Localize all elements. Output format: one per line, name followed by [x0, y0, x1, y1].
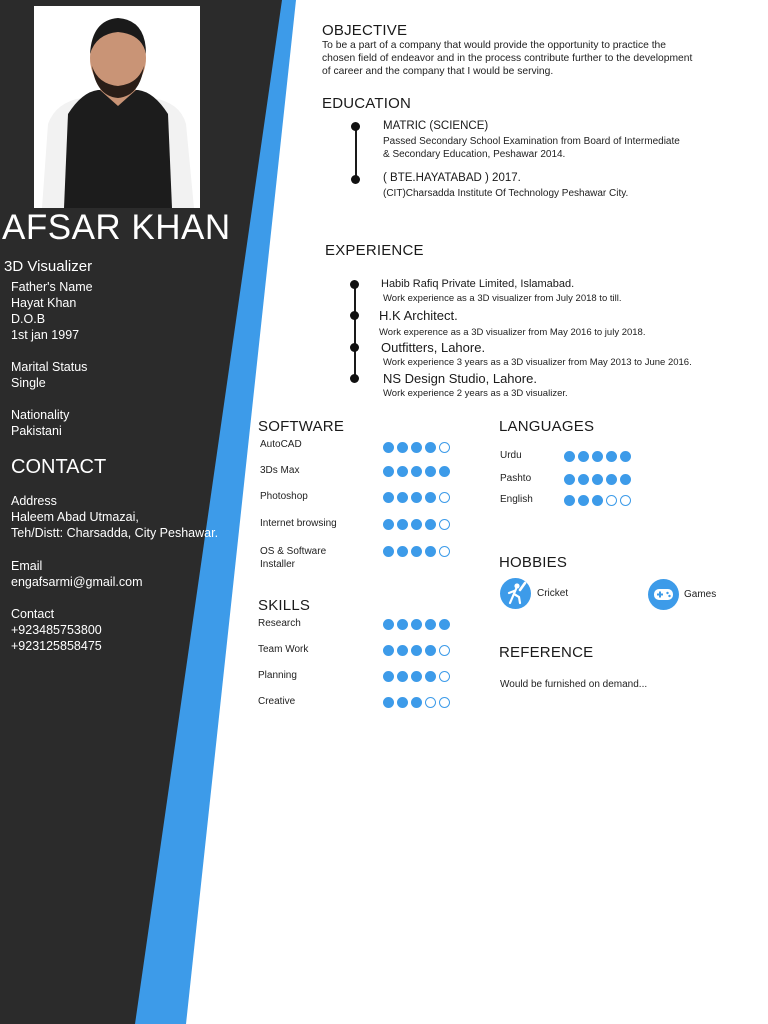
experience-item-title: Outfitters, Lahore. [381, 340, 486, 355]
rating-dot-filled [397, 671, 408, 682]
experience-item-desc: Work experience 3 years as a 3D visualizer from May 2013 to June 2016. [383, 357, 692, 368]
skill-name: Research [258, 618, 301, 629]
rating-dot-filled [383, 519, 394, 530]
rating-dot-filled [383, 645, 394, 656]
person-name: AFSAR KHAN [2, 208, 231, 247]
experience-item-title: NS Design Studio, Lahore. [383, 371, 537, 386]
rating-dot-empty [606, 495, 617, 506]
rating-dot-filled [606, 474, 617, 485]
hobbies-heading: HOBBIES [499, 554, 568, 571]
rating-dot-filled [578, 495, 589, 506]
rating-dot-filled [411, 697, 422, 708]
rating-dot-filled [578, 451, 589, 462]
rating-dot-empty [439, 442, 450, 453]
rating-dot-filled [564, 495, 575, 506]
skill-rating [383, 616, 453, 634]
rating-dot-filled [383, 671, 394, 682]
software-name: Internet browsing [260, 518, 337, 529]
rating-dot-filled [397, 442, 408, 453]
rating-dot-filled [397, 466, 408, 477]
education-item-desc [383, 135, 680, 161]
experience-item-title: Habib Rafiq Private Limited, Islamabad. [381, 278, 575, 290]
email-block [11, 558, 142, 590]
skill-name: Planning [258, 670, 297, 681]
education-heading: EDUCATION [322, 95, 412, 112]
education-desc-line: Passed Secondary School Examination from Board of Intermediate [383, 136, 680, 147]
marital-label: Marital Status [11, 360, 88, 374]
software-name: 3Ds Max [260, 465, 300, 476]
rating-dot-filled [411, 645, 422, 656]
education-timeline-line [355, 126, 357, 180]
software-rating [383, 439, 453, 457]
reference-heading: REFERENCE [499, 644, 594, 661]
rating-dot-empty [425, 697, 436, 708]
education-item-title: MATRIC (SCIENCE) [383, 120, 489, 132]
address-line-2: Teh/Distt: Charsadda, City Peshawar. [11, 526, 219, 540]
rating-dot-filled [620, 451, 631, 462]
software-heading: SOFTWARE [258, 418, 345, 435]
rating-dot-filled [397, 519, 408, 530]
rating-dot-filled [383, 466, 394, 477]
rating-dot-filled [411, 671, 422, 682]
rating-dot-filled [425, 466, 436, 477]
rating-dot-filled [383, 492, 394, 503]
profile-photo [34, 6, 200, 208]
rating-dot-empty [439, 546, 450, 557]
rating-dot-empty [439, 519, 450, 530]
education-timeline-dot [351, 175, 360, 184]
hobby-label-games: Games [684, 589, 717, 600]
dob-label: D.O.B [11, 312, 46, 326]
experience-timeline-dot [350, 311, 359, 320]
rating-dot-filled [439, 619, 450, 630]
rating-dot-filled [383, 697, 394, 708]
skill-rating [383, 668, 453, 686]
software-rating [383, 516, 453, 534]
address-label: Address [11, 494, 57, 508]
rating-dot-filled [383, 619, 394, 630]
languages-heading: LANGUAGES [499, 418, 595, 435]
experience-item-desc: Work experence as a 3D visualizer from May 2016 to july 2018. [379, 327, 646, 338]
job-title: 3D Visualizer [4, 258, 93, 275]
rating-dot-filled [620, 474, 631, 485]
experience-item-desc: Work experience as a 3D visualizer from July 2018 to till. [383, 293, 622, 304]
education-timeline-dot [351, 122, 360, 131]
marital-value: Single [11, 376, 46, 390]
software-name-line: OS & Software [260, 546, 327, 557]
experience-timeline-dot [350, 343, 359, 352]
rating-dot-filled [578, 474, 589, 485]
fathers-name-label: Father's Name [11, 280, 93, 294]
rating-dot-filled [564, 474, 575, 485]
language-name: Urdu [500, 450, 522, 461]
address-block [11, 493, 218, 541]
email-label: Email [11, 559, 43, 573]
nationality-label: Nationality [11, 408, 70, 422]
rating-dot-empty [439, 671, 450, 682]
rating-dot-filled [397, 546, 408, 557]
rating-dot-filled [411, 466, 422, 477]
experience-timeline-line [354, 284, 356, 379]
rating-dot-empty [439, 697, 450, 708]
education-item-title: ( BTE.HAYATABAD ) 2017. [383, 172, 521, 184]
cricket-icon [500, 578, 531, 609]
rating-dot-filled [439, 466, 450, 477]
nationality-value: Pakistani [11, 424, 62, 438]
education-desc-line: & Secondary Education, Peshawar 2014. [383, 149, 566, 160]
rating-dot-filled [425, 645, 436, 656]
software-rating [383, 463, 453, 481]
rating-dot-filled [425, 492, 436, 503]
contact-heading: CONTACT [11, 456, 107, 478]
personal-info [11, 279, 93, 343]
rating-dot-filled [411, 519, 422, 530]
objective-line-3: of career and the company that I would be serving. [322, 66, 554, 77]
rating-dot-filled [383, 442, 394, 453]
objective-heading: OBJECTIVE [322, 22, 408, 39]
rating-dot-filled [397, 645, 408, 656]
rating-dot-filled [411, 546, 422, 557]
language-rating [564, 492, 634, 510]
address-line-1: Haleem Abad Utmazai, [11, 510, 139, 524]
language-name: English [500, 494, 533, 505]
rating-dot-filled [425, 671, 436, 682]
rating-dot-filled [397, 697, 408, 708]
rating-dot-filled [592, 495, 603, 506]
rating-dot-filled [383, 546, 394, 557]
skill-rating [383, 642, 453, 660]
rating-dot-filled [397, 492, 408, 503]
software-rating [383, 489, 453, 507]
rating-dot-filled [592, 451, 603, 462]
software-name [260, 545, 326, 571]
phone-2[interactable]: +923125858475 [11, 639, 102, 653]
fathers-name-value: Hayat Khan [11, 296, 77, 310]
contact-label: Contact [11, 607, 55, 621]
objective-text [322, 39, 692, 78]
education-item-desc: (CIT)Charsadda Institute Of Technology Peshawar City. [383, 188, 629, 199]
rating-dot-empty [620, 495, 631, 506]
experience-heading: EXPERIENCE [325, 242, 424, 259]
language-name: Pashto [500, 473, 532, 484]
experience-timeline-dot [350, 374, 359, 383]
rating-dot-filled [411, 442, 422, 453]
objective-line-1: To be a part of a company that would provide the opportunity to practice the [322, 40, 667, 51]
experience-item-title: H.K Architect. [379, 308, 458, 323]
rating-dot-empty [439, 645, 450, 656]
software-name-line: Installer [260, 559, 296, 570]
rating-dot-filled [425, 519, 436, 530]
skill-rating [383, 694, 453, 712]
hobby-label-cricket: Cricket [537, 588, 569, 599]
language-rating [564, 448, 634, 466]
rating-dot-filled [425, 442, 436, 453]
skills-heading: SKILLS [258, 597, 311, 614]
phone-block [11, 606, 102, 654]
rating-dot-filled [411, 619, 422, 630]
marital-info [11, 359, 87, 391]
rating-dot-filled [397, 619, 408, 630]
rating-dot-filled [425, 546, 436, 557]
rating-dot-filled [411, 492, 422, 503]
email-value[interactable]: engafsarmi@gmail.com [11, 575, 143, 589]
language-rating [564, 471, 634, 489]
experience-timeline-dot [350, 280, 359, 289]
rating-dot-filled [606, 451, 617, 462]
rating-dot-filled [425, 619, 436, 630]
reference-text: Would be furnished on demand... [500, 679, 648, 690]
skill-name: Team Work [258, 644, 309, 655]
rating-dot-empty [439, 492, 450, 503]
nationality-info [11, 407, 69, 439]
software-name: AutoCAD [260, 439, 302, 450]
objective-line-2: chosen field of endeavor and in the process contribute further to the development [322, 53, 693, 64]
rating-dot-filled [592, 474, 603, 485]
phone-1[interactable]: +923485753800 [11, 623, 102, 637]
software-name: Photoshop [260, 491, 308, 502]
gamepad-icon [648, 579, 679, 610]
dob-value: 1st jan 1997 [11, 328, 80, 342]
software-rating [383, 543, 453, 561]
experience-item-desc: Work experience 2 years as a 3D visualizer. [383, 388, 568, 399]
skill-name: Creative [258, 696, 296, 707]
rating-dot-filled [564, 451, 575, 462]
